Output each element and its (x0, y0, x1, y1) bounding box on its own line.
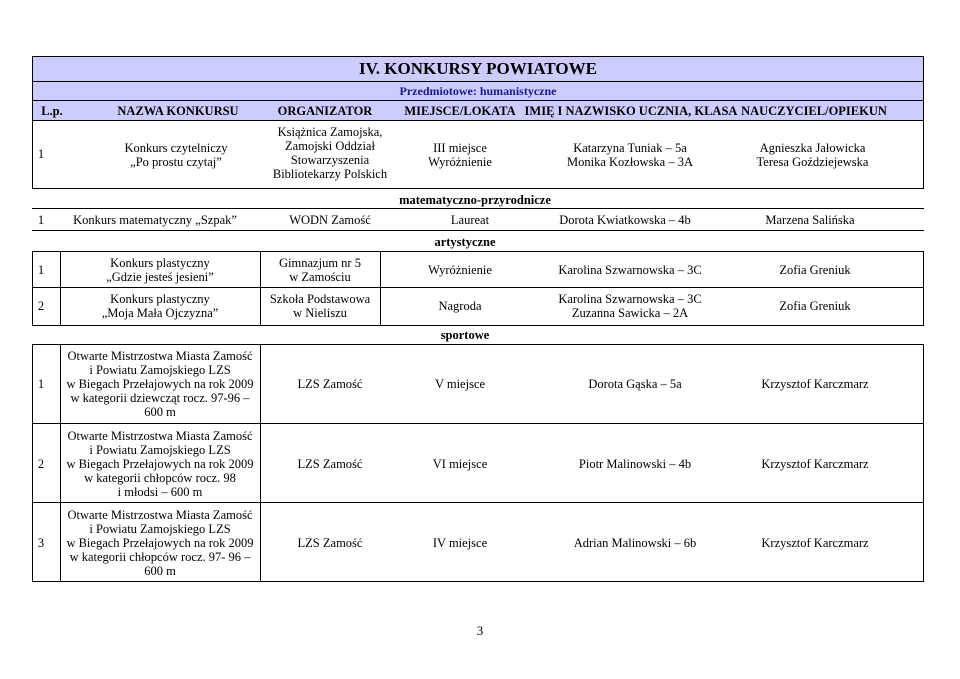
header-student: IMIĘ I NAZWISKO UCZNIA, KLASA (524, 104, 738, 118)
art-lp: 1 (37, 263, 45, 277)
sport-lp: 1 (37, 377, 45, 391)
sport-place: IV miejsce (432, 536, 488, 550)
sport-teacher: Krzysztof Karczmarz (761, 377, 869, 391)
row-border (923, 121, 924, 188)
art-teacher: Zofia Greniuk (779, 263, 851, 277)
sport-name-line: 600 m (144, 564, 176, 578)
sport-student: Piotr Malinowski – 4b (578, 457, 692, 471)
sport-name-line: i Powiatu Zamojskiego LZS (89, 443, 231, 457)
art-place: Nagroda (438, 299, 482, 313)
math-heading: matematyczno-przyrodnicze (399, 193, 551, 207)
art-organizer-line: w Nieliszu (293, 306, 347, 320)
header-name: NAZWA KONKURSU (117, 104, 239, 118)
row-divider (32, 502, 924, 503)
art-heading: artystyczne (434, 235, 496, 249)
math-teacher: Marzena Salińska (765, 213, 855, 227)
row-divider (32, 344, 924, 345)
row-divider (32, 325, 924, 326)
col-border (260, 344, 261, 582)
sport-organizer: LZS Zamość (297, 377, 363, 391)
art-name-line: „Gdzie jesteś jesieni” (106, 270, 214, 284)
row-divider (32, 423, 924, 424)
humanistic-lp: 1 (37, 147, 45, 161)
col-border (923, 251, 924, 326)
sport-organizer: LZS Zamość (297, 457, 363, 471)
sport-place: VI miejsce (432, 457, 488, 471)
sport-organizer: LZS Zamość (297, 536, 363, 550)
art-organizer-line: w Zamościu (289, 270, 351, 284)
subtitle: Przedmiotowe: humanistyczne (32, 81, 924, 101)
art-student-line: Karolina Szwarnowska – 3C (558, 292, 702, 306)
art-name-line: Konkurs plastyczny (110, 292, 210, 306)
row-divider (32, 208, 924, 209)
art-lp: 2 (37, 299, 45, 313)
row-divider (32, 581, 924, 582)
row-divider (32, 188, 924, 189)
sport-teacher: Krzysztof Karczmarz (761, 457, 869, 471)
sport-name-line: i Powiatu Zamojskiego LZS (89, 522, 231, 536)
sport-place: V miejsce (434, 377, 486, 391)
col-border (260, 251, 261, 326)
col-border (380, 251, 381, 326)
art-organizer-line: Gimnazjum nr 5 (279, 256, 361, 270)
section-title: IV. KONKURSY POWIATOWE (32, 56, 924, 82)
sport-name-line: w Biegach Przełajowych na rok 2009 (66, 457, 254, 471)
sport-name-line: Otwarte Mistrzostwa Miasta Zamość (67, 429, 253, 443)
header-place: MIEJSCE/LOKATA (404, 104, 516, 118)
sport-lp: 3 (37, 536, 45, 550)
math-name: Konkurs matematyczny „Szpak” (73, 213, 237, 227)
sport-name-line: Otwarte Mistrzostwa Miasta Zamość (67, 349, 253, 363)
col-border (923, 344, 924, 582)
row-divider (32, 251, 924, 252)
art-organizer-line: Szkoła Podstawowa (269, 292, 371, 306)
header-teacher: NAUCZYCIEL/OPIEKUN (741, 104, 887, 118)
art-student: Karolina Szwarnowska – 3C (558, 263, 702, 277)
math-lp: 1 (37, 213, 45, 227)
math-student: Dorota Kwiatkowska – 4b (559, 213, 691, 227)
row-divider (32, 230, 924, 231)
sport-name-line: w kategorii chłopców rocz. 97- 96 – (69, 550, 251, 564)
art-name-line: „Moja Mała Ojczyzna” (101, 306, 219, 320)
sport-name-line: w kategorii dziewcząt rocz. 97-96 – (70, 391, 250, 405)
sport-name-line: 600 m (144, 405, 176, 419)
math-organizer: WODN Zamość (289, 213, 371, 227)
sport-name-line: w Biegach Przełajowych na rok 2009 (66, 377, 254, 391)
sport-lp: 2 (37, 457, 45, 471)
math-place: Laureat (450, 213, 490, 227)
sport-heading: sportowe (440, 328, 490, 342)
sport-name-line: Otwarte Mistrzostwa Miasta Zamość (67, 508, 253, 522)
row-divider (32, 287, 924, 288)
art-student-line: Zuzanna Sawicka – 2A (571, 306, 689, 320)
art-name-line: Konkurs plastyczny (110, 256, 210, 270)
sport-name-line: i młodsi – 600 m (117, 485, 203, 499)
sport-name-line: w kategorii chłopców rocz. 98 (84, 471, 236, 485)
sport-name-line: i Powiatu Zamojskiego LZS (89, 363, 231, 377)
sport-teacher: Krzysztof Karczmarz (761, 536, 869, 550)
page-number: 3 (476, 623, 484, 638)
sport-name-line: w Biegach Przełajowych na rok 2009 (66, 536, 254, 550)
sport-student: Dorota Gąska – 5a (588, 377, 682, 391)
art-place: Wyróżnienie (428, 263, 492, 277)
sport-student: Adrian Malinowski – 6b (573, 536, 697, 550)
header-organizer: ORGANIZATOR (277, 104, 373, 118)
col-border (60, 251, 61, 326)
art-teacher: Zofia Greniuk (779, 299, 851, 313)
header-lp: L.p. (41, 104, 63, 118)
